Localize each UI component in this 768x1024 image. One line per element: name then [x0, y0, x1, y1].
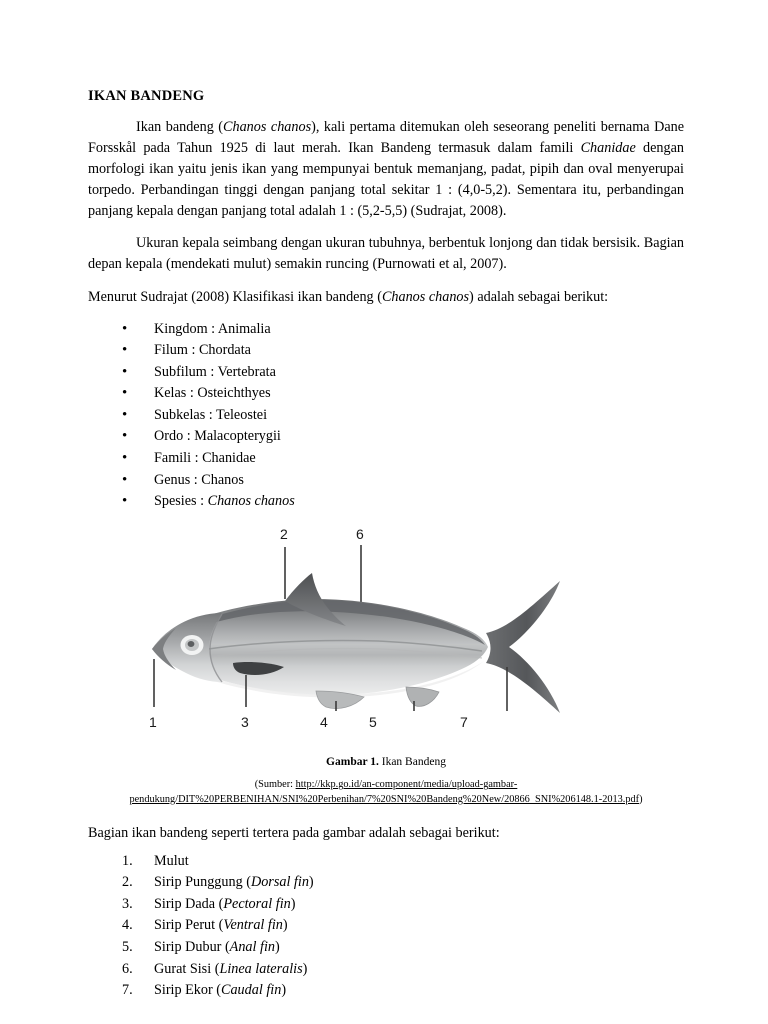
paragraph-classification-intro — [88, 287, 684, 308]
figure-ikan-bandeng — [88, 521, 684, 753]
figure-source-prefix: (Sumber: — [254, 779, 296, 791]
callout-number-7: 7 — [460, 713, 468, 730]
part-latin-close: ) — [290, 895, 296, 912]
classification-rank: Filum : — [154, 342, 199, 359]
classification-rank: Genus : — [154, 471, 202, 488]
classification-item — [88, 470, 684, 492]
classification-rank: Ordo : — [154, 428, 195, 445]
italic-run: Chanos chanos — [381, 288, 470, 305]
part-latin-name: Dorsal fin — [250, 874, 309, 891]
part-latin-name: Linea lateralis — [219, 960, 303, 977]
classification-value: Malacopterygii — [194, 428, 281, 445]
text-run: Menurut Sudrajat (2008) Klasifikasi ikan bandeng ( — [88, 288, 382, 305]
part-item — [88, 851, 684, 873]
part-name: Sirip Perut — [154, 917, 219, 934]
part-name: Mulut — [154, 852, 189, 869]
part-latin-name: Ventral fin — [223, 917, 283, 934]
classification-item — [88, 491, 684, 513]
fish-diagram-svg — [88, 521, 684, 753]
part-latin-name: Caudal fin — [221, 982, 282, 999]
part-item — [88, 959, 684, 981]
classification-value: Chanidae — [202, 449, 256, 466]
classification-value: Osteichthyes — [197, 385, 271, 402]
callout-number-3: 3 — [241, 713, 249, 730]
figure-caption-label: Gambar 1. — [326, 755, 379, 768]
part-latin-open: ( — [218, 917, 224, 934]
italic-run: Chanidae — [580, 140, 636, 157]
part-name: Gurat Sisi — [154, 960, 215, 977]
classification-item — [88, 405, 684, 427]
classification-item — [88, 362, 684, 384]
callout-number-2: 2 — [280, 525, 288, 542]
part-item — [88, 980, 684, 1002]
part-latin-open: ( — [246, 874, 251, 891]
part-latin-close: ) — [281, 982, 287, 999]
classification-item — [88, 426, 684, 448]
classification-value: Animalia — [217, 320, 271, 337]
figure-caption — [88, 755, 684, 771]
text-run: ), kali pertama ditemukan oleh seseorang peneliti bernama Dane Forsskål pada Tahun 1925 di laut merah. Ikan Bandeng termasuk dalam famili — [88, 119, 685, 157]
page-title: IKAN BANDENG — [88, 88, 205, 104]
parts-intro: Bagian ikan bandeng seperti tertera pada gambar adalah sebagai berikut: — [88, 825, 500, 842]
paragraph-intro — [88, 117, 684, 222]
text-run: Ukuran kepala seimbang dengan ukuran tubuhnya, berbentuk lonjong dan tidak bersisik. Bagian depan kepala (mendekati mulut) semakin runcing (Purnowati et al, 2007). — [88, 235, 684, 273]
callout-number-1: 1 — [149, 713, 157, 730]
classification-value: Teleostei — [216, 406, 268, 423]
part-latin-close: ) — [302, 960, 308, 977]
figure-source — [88, 778, 684, 807]
parts-list — [88, 851, 684, 1002]
classification-value: Chordata — [198, 342, 251, 359]
callout-number-4: 4 — [320, 713, 328, 730]
classification-value: Chanos — [201, 471, 244, 488]
classification-item — [88, 319, 684, 341]
part-item — [88, 937, 684, 959]
part-name: Sirip Punggung — [154, 874, 247, 891]
part-latin-open: ( — [224, 939, 230, 956]
classification-rank: Famili : — [154, 449, 203, 466]
eye-pupil — [188, 641, 195, 647]
italic-run: Chanos chanos — [223, 119, 312, 136]
classification-rank: Kelas : — [154, 385, 198, 402]
classification-value: Vertebrata — [217, 363, 276, 380]
caudal-fin — [486, 581, 560, 713]
part-latin-open: ( — [216, 982, 221, 999]
text-run: ) adalah sebagai berikut: — [469, 288, 609, 305]
classification-rank: Subfilum : — [154, 363, 218, 380]
part-name: Sirip Ekor — [154, 982, 217, 999]
part-latin-open: ( — [218, 895, 224, 912]
figure-source-url-line1[interactable]: http://kkp.go.id/an-component/media/upload-gambar- — [295, 779, 518, 791]
part-latin-close: ) — [308, 874, 314, 891]
anal-fin — [406, 687, 439, 706]
part-latin-name: Pectoral fin — [223, 895, 291, 912]
fish-illustration — [88, 521, 684, 753]
figure-source-url-line2[interactable]: pendukung/DIT%20PERBENIHAN/SNI%20Perbenihan/7%20SNI%20Bandeng%20New/20866_SNI%206148.1-2013.pdf — [129, 793, 640, 805]
part-latin-close: ) — [275, 939, 280, 956]
page-content — [88, 88, 684, 1002]
classification-item — [88, 340, 684, 362]
text-run: Ikan bandeng ( — [136, 119, 224, 136]
part-name: Sirip Dada — [154, 895, 219, 912]
figure-source-suffix: ) — [639, 793, 643, 805]
classification-item — [88, 448, 684, 470]
part-name: Sirip Dubur — [154, 939, 225, 956]
classification-value: Chanos chanos — [207, 493, 295, 510]
part-item — [88, 872, 684, 894]
callout-number-6: 6 — [356, 525, 364, 542]
classification-rank: Spesies : — [154, 493, 208, 510]
text-run: dengan morfologi ikan yaitu jenis ikan yang mempunyai bentuk memanjang, padat, pipih dan oval menyerupai torpedo. Perbandingan tinggi dengan panjang total sekitar 1 : (4,0-5,2). Sementara itu, perbandingan panjang kepala dengan panjang total adalah 1 : (5,2-5,5) (Sudrajat, 2008). — [88, 140, 684, 220]
part-latin-close: ) — [282, 917, 288, 934]
part-latin-name: Anal fin — [229, 939, 275, 956]
callout-number-5: 5 — [369, 713, 377, 730]
part-item — [88, 894, 684, 916]
figure-caption-text: Ikan Bandeng — [378, 755, 446, 768]
classification-rank: Subkelas : — [154, 406, 217, 423]
part-latin-open: ( — [214, 960, 220, 977]
classification-item — [88, 383, 684, 405]
classification-rank: Kingdom : — [154, 320, 218, 337]
paragraph-head-description — [88, 233, 684, 275]
part-item — [88, 915, 684, 937]
classification-list — [88, 319, 684, 513]
